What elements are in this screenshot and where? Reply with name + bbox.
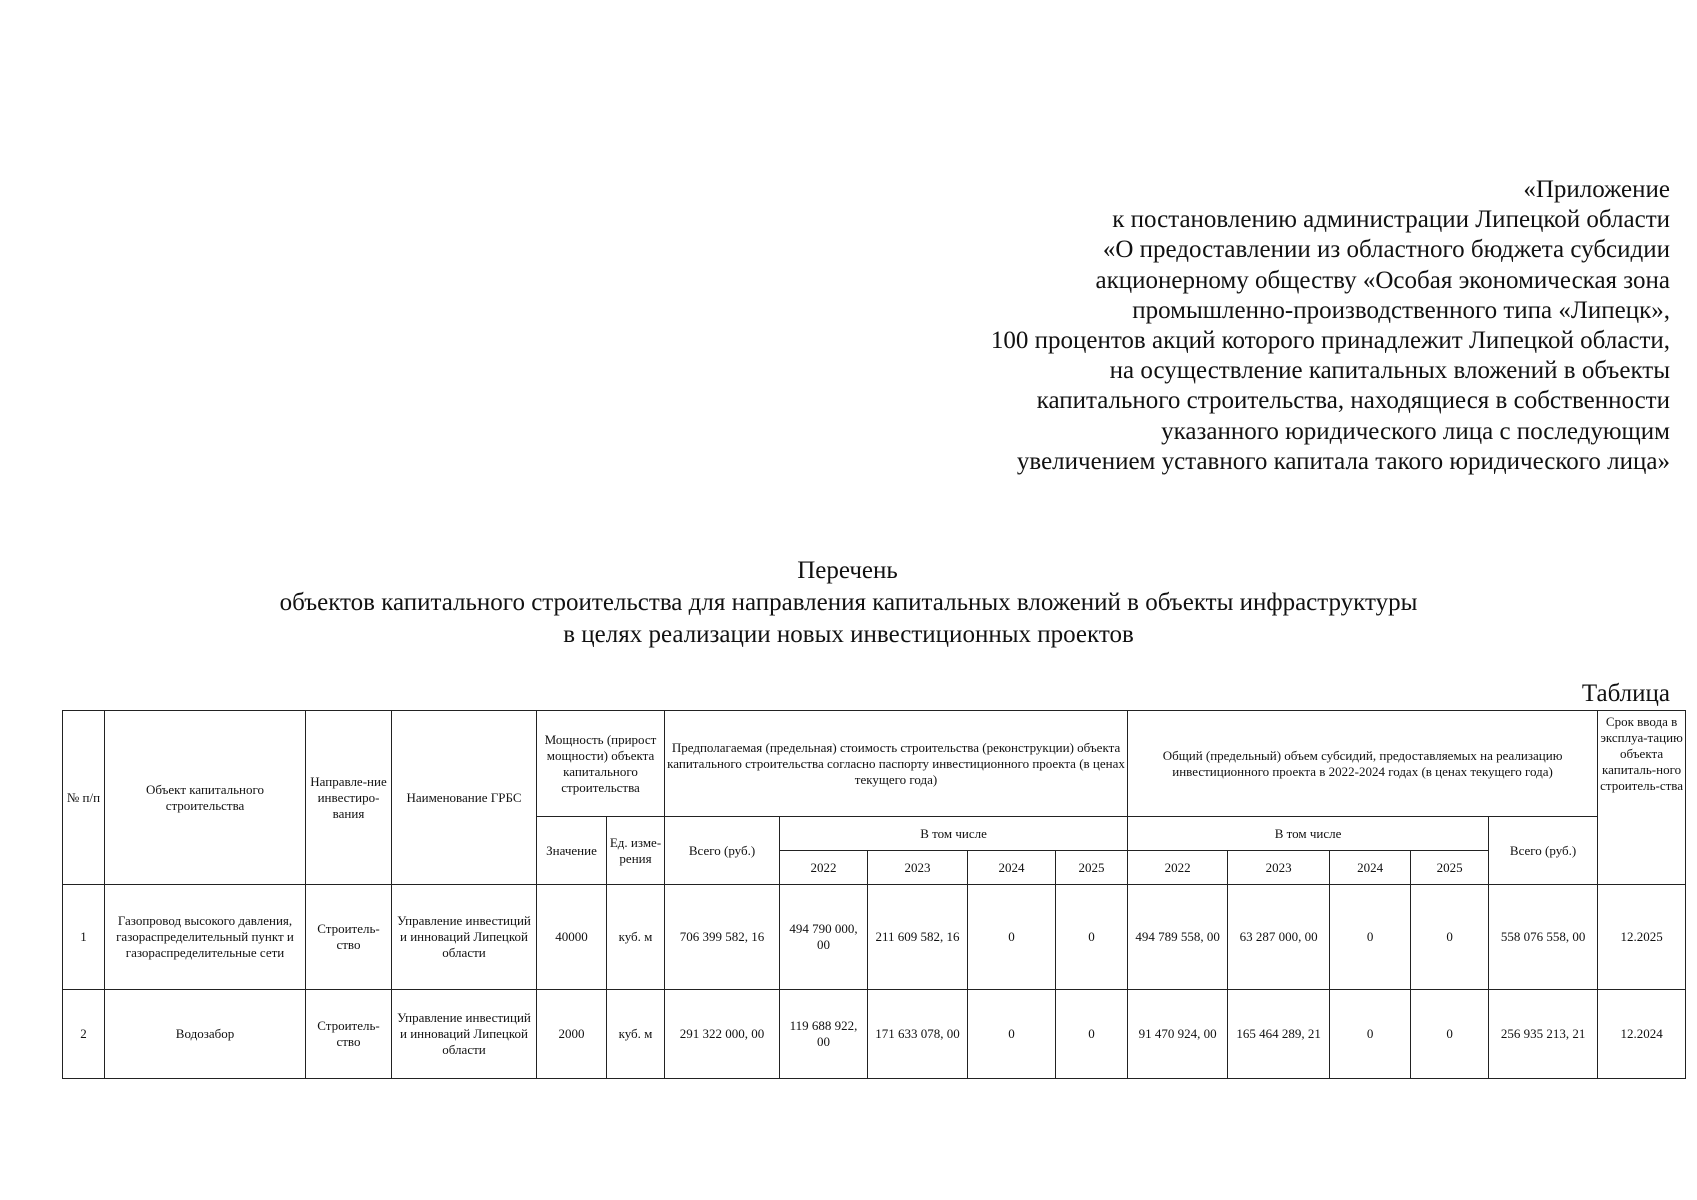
cell-object: Газопровод высокого давления, газораспределительный пункт и газораспределительные сети: [105, 885, 306, 990]
header-value: Значение: [537, 817, 607, 885]
cell-cost-2023: 211 609 582, 16: [868, 885, 968, 990]
appendix-line: к постановлению администрации Липецкой области: [1112, 206, 1670, 234]
appendix-line: «О предоставлении из областного бюджета субсидии: [1102, 236, 1670, 264]
header-subsidy-year: 2025: [1411, 851, 1489, 885]
cell-subsidy-2022: 91 470 924, 00: [1128, 990, 1228, 1079]
table-row: [63, 990, 1686, 1079]
cell-subsidy-2024: 0: [1330, 990, 1411, 1079]
document-title: [0, 555, 1697, 651]
cell-direction: Строитель-ство: [306, 990, 392, 1079]
cell-subsidy-2025: 0: [1411, 885, 1489, 990]
cell-object: Водозабор: [105, 990, 306, 1079]
header-subsidy-total: Всего (руб.): [1489, 817, 1598, 885]
cell-grbs: Управление инвестиций и инноваций Липецкой области: [392, 990, 537, 1079]
cell-cost-2024: 0: [968, 885, 1056, 990]
title-line-2: объектов капитального строительства для направления капитальных вложений в объекты инфраструктуры: [279, 589, 1418, 616]
cell-cost-2025: 0: [1056, 990, 1128, 1079]
cell-subsidy-total: 256 935 213, 21: [1489, 990, 1598, 1079]
appendix-line: капитального строительства, находящиеся в собственности: [1036, 387, 1670, 415]
header-num: № п/п: [63, 711, 105, 885]
cell-cost-total: 706 399 582, 16: [665, 885, 780, 990]
appendix-line: акционерному обществу «Особая экономическая зона: [1095, 266, 1670, 294]
header-subsidy-year: 2023: [1228, 851, 1330, 885]
cell-subsidy-2024: 0: [1330, 885, 1411, 990]
cell-cost-total: 291 322 000, 00: [665, 990, 780, 1079]
header-object: Объект капитального строительства: [105, 711, 306, 885]
table-row: [63, 885, 1686, 990]
appendix-line: промышленно-производственного типа «Липецк»,: [1132, 296, 1670, 324]
appendix-line: «Приложение: [1523, 176, 1670, 203]
cell-unit: куб. м: [607, 990, 665, 1079]
cell-cost-2023: 171 633 078, 00: [868, 990, 968, 1079]
cell-deadline: 12.2025: [1598, 885, 1686, 990]
cell-num: 1: [63, 885, 105, 990]
header-cost-incl: В том числе: [780, 817, 1128, 851]
cell-cost-2022: 494 790 000, 00: [780, 885, 868, 990]
cell-direction: Строитель-ство: [306, 885, 392, 990]
cell-num: 2: [63, 990, 105, 1079]
header-deadline: Срок ввода в эксплуа-тацию объекта капиталь-ного строитель-ства: [1598, 711, 1686, 885]
appendix-line: 100 процентов акций которого принадлежит Липецкой области,: [990, 327, 1670, 355]
cell-cost-2024: 0: [968, 990, 1056, 1079]
header-grbs: Наименование ГРБС: [392, 711, 537, 885]
table-label: Таблица: [1581, 680, 1670, 707]
header-subsidy-year: 2022: [1128, 851, 1228, 885]
cell-deadline: 12.2024: [1598, 990, 1686, 1079]
cell-cost-2022: 119 688 922, 00: [780, 990, 868, 1079]
appendix-line: указанного юридического лица с последующим: [1161, 417, 1670, 445]
header-cost-year: 2023: [868, 851, 968, 885]
cell-unit: куб. м: [607, 885, 665, 990]
header-cost: Предполагаемая (предельная) стоимость строительства (реконструкции) объекта капитального строительства согласно паспорту инвестиционного проекта (в ценах текущего года): [665, 711, 1128, 817]
title-line-1: Перечень: [797, 557, 898, 584]
appendix-block: [670, 175, 1670, 477]
header-cost-total: Всего (руб.): [665, 817, 780, 885]
cell-grbs: Управление инвестиций и инноваций Липецкой области: [392, 885, 537, 990]
header-subsidy: Общий (предельный) объем субсидий, предоставляемых на реализацию инвестиционного проекта в 2022-2024 годах (в ценах текущего года): [1128, 711, 1598, 817]
cell-subsidy-2022: 494 789 558, 00: [1128, 885, 1228, 990]
header-unit: Ед. изме-рения: [607, 817, 665, 885]
appendix-line: на осуществление капитальных вложений в объекты: [1109, 357, 1670, 385]
cell-subsidy-total: 558 076 558, 00: [1489, 885, 1598, 990]
appendix-line: увеличением уставного капитала такого юридического лица»: [1016, 447, 1670, 475]
cell-cost-2025: 0: [1056, 885, 1128, 990]
cell-subsidy-2025: 0: [1411, 990, 1489, 1079]
cell-subsidy-2023: 165 464 289, 21: [1228, 990, 1330, 1079]
header-direction: Направле-ние инвестиро-вания: [306, 711, 392, 885]
cell-subsidy-2023: 63 287 000, 00: [1228, 885, 1330, 990]
header-cost-year: 2022: [780, 851, 868, 885]
header-cost-year: 2025: [1056, 851, 1128, 885]
cell-value: 2000: [537, 990, 607, 1079]
objects-table: [62, 710, 1686, 1079]
cell-value: 40000: [537, 885, 607, 990]
title-line-3: в целях реализации новых инвестиционных проектов: [563, 621, 1134, 648]
header-cost-year: 2024: [968, 851, 1056, 885]
header-subsidy-incl: В том числе: [1128, 817, 1489, 851]
header-capacity: Мощность (прирост мощности) объекта капитального строительства: [537, 711, 665, 817]
header-subsidy-year: 2024: [1330, 851, 1411, 885]
